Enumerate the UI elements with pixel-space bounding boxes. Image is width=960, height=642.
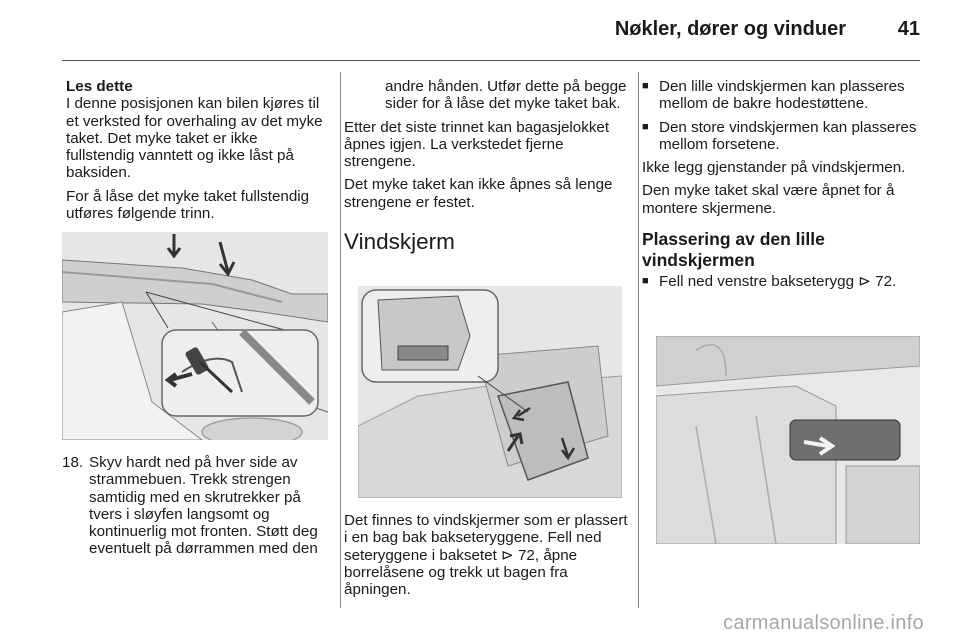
bullet-small-deflector — [642, 78, 926, 113]
column-2 — [344, 78, 628, 269]
paragraph-trunk-lid: Etter det siste trinnet kan bagasjelokket åpnes igjen. La verkstedet fjerne strengene. — [344, 118, 610, 171]
bullet-text: Fell ned venstre bakseterygg ⊳ 72. — [659, 273, 897, 291]
paragraph-two-deflectors: Det finnes to vindskjermer som er plassert i en bag bak bakseteryggene. Fell ned seteryggene i baksetet ⊳ 72, åpne borrelåsene og trekk ut bagen fra åpningen. — [344, 512, 628, 599]
step-text: Skyv hardt ned på hver side av strammebuen. Trekk strengen samtidig med en skrutrekker på tvers i sløyfen langsomt og kontinuerlig mot fronten. Støtt deg eventuelt på dørrammen med den — [89, 454, 318, 558]
bullet-text: Den store vindskjermen kan plasseres mellom forsetene. — [659, 118, 917, 153]
bullet-marker: ■ — [642, 275, 649, 288]
column-3 — [642, 78, 926, 296]
bullet-large-deflector — [642, 119, 926, 154]
section-heading-windscreen: Vindskjerm — [344, 229, 455, 255]
bullet-marker: ■ — [642, 80, 649, 92]
header-divider — [62, 60, 920, 61]
intro-paragraph: For å låse det myke taket fullstendig utføres følgende trinn. — [66, 187, 310, 223]
soft-top-tension-illustration — [62, 232, 328, 440]
step-number: 18. — [62, 454, 84, 471]
paragraph-two-deflectors-wrap — [344, 512, 628, 604]
step-18 — [62, 454, 332, 558]
column-divider-1 — [340, 72, 341, 608]
column-1 — [66, 78, 330, 228]
paragraph-no-objects: Ikke legg gjenstander på vindskjermen. — [642, 159, 906, 177]
note-text: I denne posisjonen kan bilen kjøres til et verksted for overhaling av det myke taket. Det myke taket er ikke fullstendig vanntett og ikke låst på baksiden. — [66, 95, 323, 182]
note-title: Les dette — [66, 78, 133, 95]
wind-deflector-bag-illustration — [358, 286, 622, 498]
paragraph-top-open: Den myke taket skal være åpnet for å montere skjermene. — [642, 182, 895, 217]
rear-seat-back-illustration — [656, 336, 920, 544]
page-header-title: Nøkler, dører og vinduer — [614, 18, 846, 40]
watermark-text: carmanualsonline.info — [723, 612, 924, 634]
column-divider-2 — [638, 72, 639, 608]
step-continuation: andre hånden. Utfør dette på begge sider for å låse det myke taket bak. — [385, 78, 627, 113]
page-number: 41 — [897, 18, 920, 40]
bullet-fold-seat — [642, 273, 926, 290]
subheading-small-deflector-placement: Plassering av den lille vindskjermen — [642, 229, 825, 271]
bullet-marker: ■ — [642, 120, 649, 133]
paragraph-strings-attached: Det myke taket kan ikke åpnes så lenge strengene er festet. — [344, 176, 613, 211]
bullet-text: Den lille vindskjermen kan plasseres mellom de bakre hodestøttene. — [659, 78, 905, 113]
